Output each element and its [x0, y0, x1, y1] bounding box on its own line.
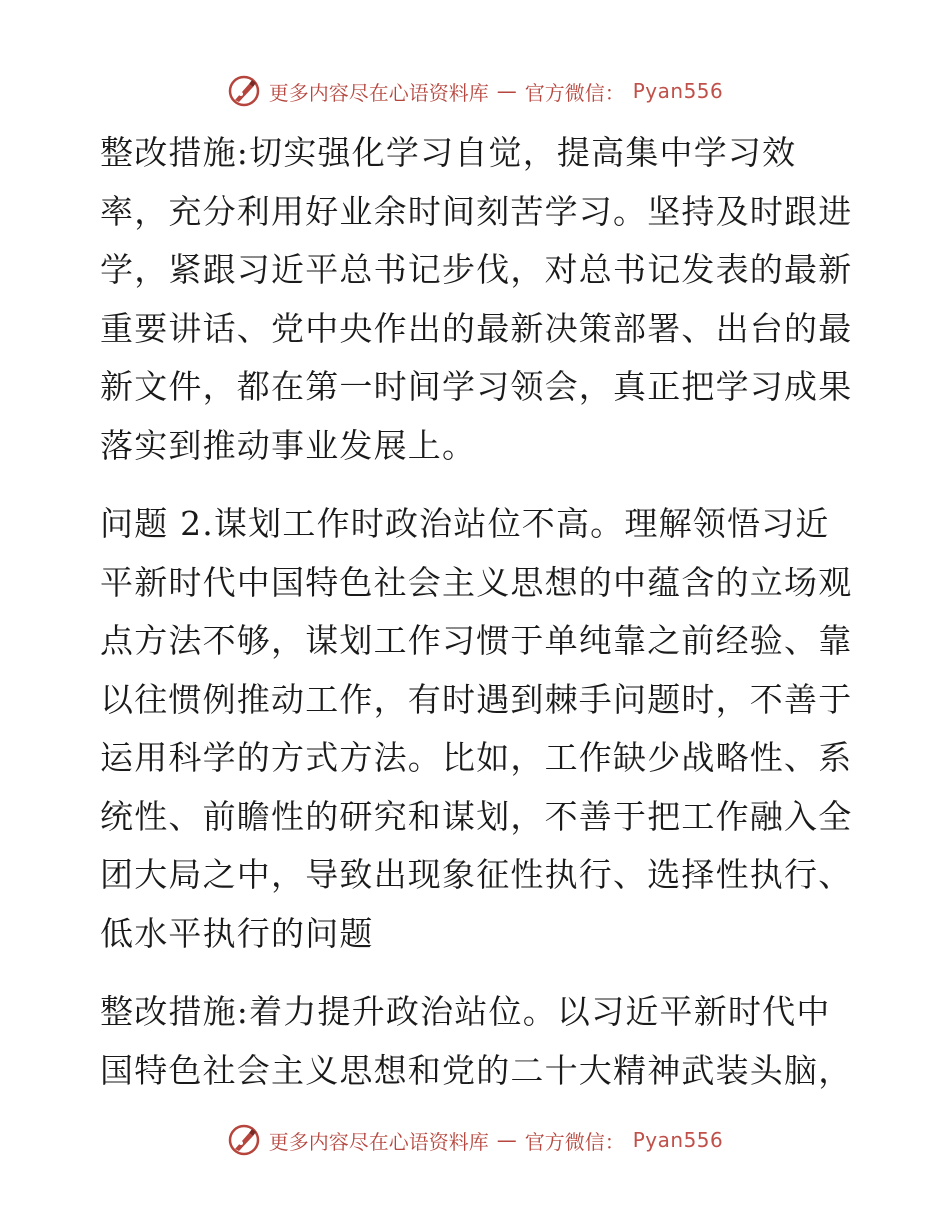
- footer-watermark: [0, 1120, 950, 1160]
- text-line: 点方法不够，谋划工作习惯于单纯靠之前经验、靠: [100, 621, 853, 660]
- paragraph-rectification-2: [100, 983, 853, 1100]
- watermark-label: 官方微信：: [524, 80, 625, 105]
- text-line: 以往惯例推动工作，有时遇到棘手问题时，不善于: [100, 679, 853, 719]
- document-body: [100, 124, 853, 1100]
- paragraph-rectification-1: [100, 124, 853, 475]
- text-line: 整改措施:切实强化学习自觉，提高集中学习效: [100, 133, 797, 172]
- text-line: 低水平执行的问题: [100, 913, 374, 953]
- text-line: 平新时代中国特色社会主义思想的中蕴含的立场观: [100, 562, 853, 602]
- pen-logo-icon: [227, 74, 261, 108]
- text-line: 整改措施:着力提升政治站位。以习近平新时代中: [100, 992, 831, 1031]
- watermark-label: 官方微信：: [524, 1129, 625, 1154]
- text-line: 统性、前瞻性的研究和谋划，不善于把工作融入全: [100, 796, 853, 836]
- text-line: 运用科学的方式方法。比如，工作缺少战略性、系: [100, 738, 853, 777]
- watermark-separator: —: [496, 79, 517, 103]
- text-line: 重要讲话、党中央作出的最新决策部署、出台的最: [100, 308, 853, 348]
- text-line: 学，紧跟习近平总书记步伐，对总书记发表的最新: [100, 250, 853, 289]
- text-line: 率，充分利用好业余时间刻苦学习。坚持及时跟进: [100, 191, 853, 231]
- watermark-wechat-id: Pyan556: [632, 79, 724, 103]
- pen-logo-icon: [227, 1123, 261, 1157]
- text-line: 团大局之中，导致出现象征性执行、选择性执行、: [100, 855, 853, 894]
- text-line: 新文件，都在第一时间学习领会，真正把学习成果: [100, 367, 853, 406]
- paragraph-problem-2: [100, 495, 853, 963]
- watermark-site-text: 更多内容尽在心语资料库: [268, 80, 489, 105]
- text-line: 落实到推动事业发展上。: [100, 425, 477, 465]
- watermark-site-text: 更多内容尽在心语资料库: [268, 1129, 489, 1154]
- text-line: 问题 2.谋划工作时政治站位不高。理解领悟习近: [100, 504, 830, 543]
- header-watermark: [0, 71, 950, 111]
- text-line: 国特色社会主义思想和党的二十大精神武装头脑，: [100, 1050, 853, 1090]
- watermark-separator: —: [496, 1128, 517, 1152]
- watermark-wechat-id: Pyan556: [632, 1128, 724, 1152]
